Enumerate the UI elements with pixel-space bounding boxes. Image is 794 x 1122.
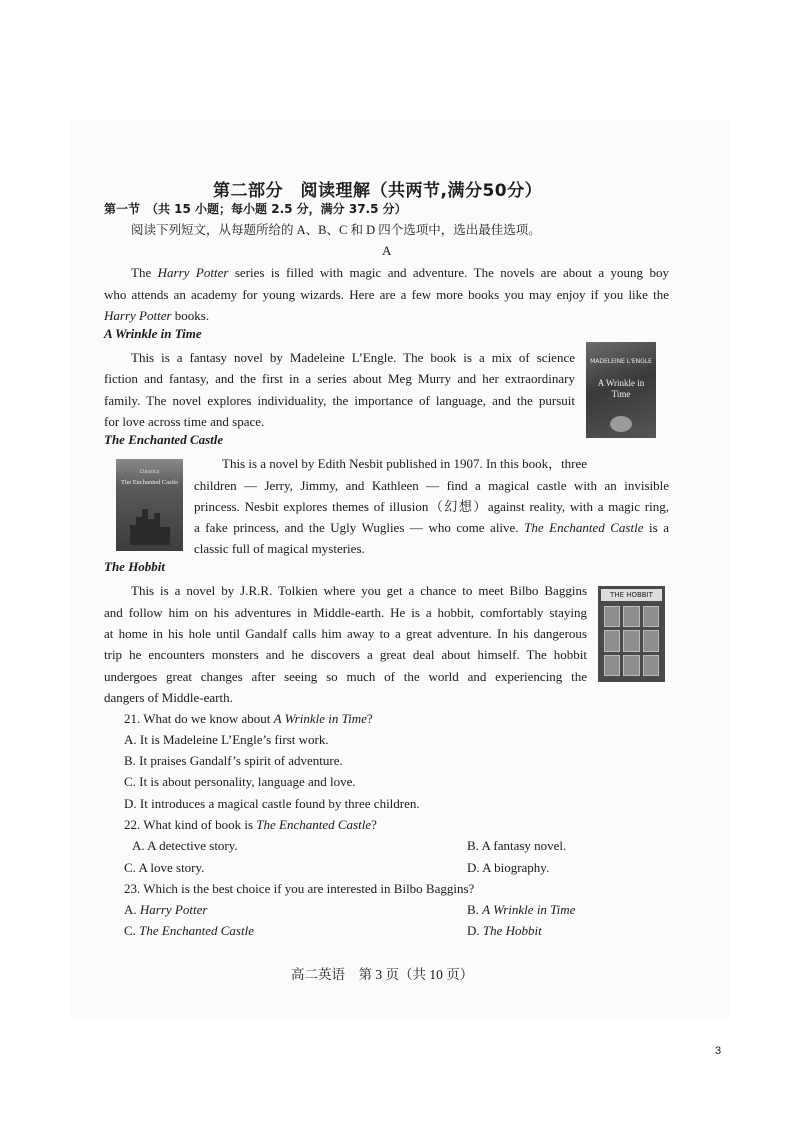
question-23-stem: 23. Which is the best choice if you are interested in Bilbo Baggins? bbox=[124, 881, 475, 896]
page-number: 3 bbox=[715, 1045, 722, 1057]
question-21-option-a: A. It is Madeleine L’Engle’s first work. bbox=[124, 732, 329, 747]
book3-line-6: dangers of Middle-earth. bbox=[104, 690, 233, 705]
intro-line-3: Harry Potter books. bbox=[104, 308, 210, 323]
book3-line-2: and follow him on his adventures in Middle-earth. He is a hobbit, comfortably staying bbox=[104, 605, 587, 620]
question-22-stem: 22. What kind of book is The Enchanted Castle? bbox=[124, 817, 377, 832]
book1-line-1: This is a fantasy novel by Madeleine L’Engle. The book is a mix of science bbox=[131, 350, 575, 365]
question-22-option-c: C. A love story. bbox=[124, 860, 205, 875]
book2-line-3: princess. Nesbit explores themes of illusion（幻想）against reality, with a magic ring, bbox=[194, 499, 669, 514]
instruction: 阅读下列短文，从每题所给的 A、B、C 和 D 四个选项中，选出最佳选项。 bbox=[131, 223, 541, 237]
question-21-option-c: C. It is about personality, language and love. bbox=[124, 774, 356, 789]
intro-line-1: The Harry Potter series is filled with magic and adventure. The novels are about a young boy bbox=[131, 265, 669, 280]
book2-cover-title: The Enchanted Castle bbox=[120, 479, 179, 486]
book2-line-2: children — Jerry, Jimmy, and Kathleen — find a magical castle with an invisible bbox=[194, 478, 669, 493]
book1-line-3: family. The novel explores individuality, the importance of language, and the pursuit bbox=[104, 393, 575, 408]
book3-line-3: at home in his hole until Gandalf calls him away to a great adventure. In his dangerous bbox=[104, 626, 587, 641]
book2-line-4: a fake princess, and the Ugly Wuglies — who come alive. The Enchanted Castle is a bbox=[194, 520, 669, 535]
book2-title: The Enchanted Castle bbox=[104, 432, 224, 447]
book2-cover-top: Classics bbox=[139, 469, 160, 475]
question-21-option-d: D. It introduces a magical castle found by three children. bbox=[124, 796, 420, 811]
book1-title: A Wrinkle in Time bbox=[104, 326, 202, 341]
book1-cover-author: MADELEINE L'ENGLE bbox=[590, 358, 652, 365]
section-title: 第一节 （共 15 小题；每小题 2.5 分，满分 37.5 分） bbox=[104, 202, 407, 216]
question-22-option-b: B. A fantasy novel. bbox=[467, 838, 567, 853]
cover-illustration-grid bbox=[604, 606, 659, 676]
book3-cover-image bbox=[598, 586, 665, 682]
question-23-option-d: D. The Hobbit bbox=[467, 923, 542, 938]
book1-line-4: for love across time and space. bbox=[104, 414, 265, 429]
question-23-option-a: A. Harry Potter bbox=[124, 902, 208, 917]
book1-cover-image bbox=[586, 342, 656, 438]
intro-line-2: who attends an academy for young wizards. Here are a few more books you may enjoy if you like the bbox=[104, 287, 669, 302]
part-title: 第二部分 阅读理解（共两节,满分50分） bbox=[213, 181, 543, 201]
book2-cover-image bbox=[116, 459, 183, 551]
book3-title: The Hobbit bbox=[104, 559, 166, 574]
question-23-option-c: C. The Enchanted Castle bbox=[124, 923, 254, 938]
book3-cover-title: THE HOBBIT bbox=[601, 589, 662, 601]
book3-line-4: trip he encounters monsters and he discovers a great deal about himself. The hobbit bbox=[104, 647, 587, 662]
passage-letter: A bbox=[382, 243, 392, 258]
book1-line-2: fiction and fantasy, and the first in a series about Meg Murry and her extraordinary bbox=[104, 371, 575, 386]
book2-line-5: classic full of magical mysteries. bbox=[194, 541, 365, 556]
question-22-option-a: A. A detective story. bbox=[132, 838, 238, 853]
cover-orb-decoration bbox=[610, 416, 632, 432]
book3-line-1: This is a novel by J.R.R. Tolkien where you get a chance to meet Bilbo Baggins bbox=[131, 583, 587, 598]
book2-line-1: This is a novel by Edith Nesbit published in 1907. In this book，three bbox=[222, 456, 588, 471]
castle-illustration bbox=[130, 505, 170, 545]
question-21-stem: 21. What do we know about A Wrinkle in Time? bbox=[124, 711, 373, 726]
page-footer: 高二英语 第 3 页（共 10 页） bbox=[291, 967, 474, 982]
question-22-option-d: D. A biography. bbox=[467, 860, 550, 875]
book3-line-5: undergoes great changes after seeing so much of the world and experiencing the bbox=[104, 669, 587, 684]
book1-cover-title: A Wrinkle in Time bbox=[597, 378, 645, 399]
question-21-option-b: B. It praises Gandalf’s spirit of adventure. bbox=[124, 753, 343, 768]
question-23-option-b: B. A Wrinkle in Time bbox=[467, 902, 576, 917]
